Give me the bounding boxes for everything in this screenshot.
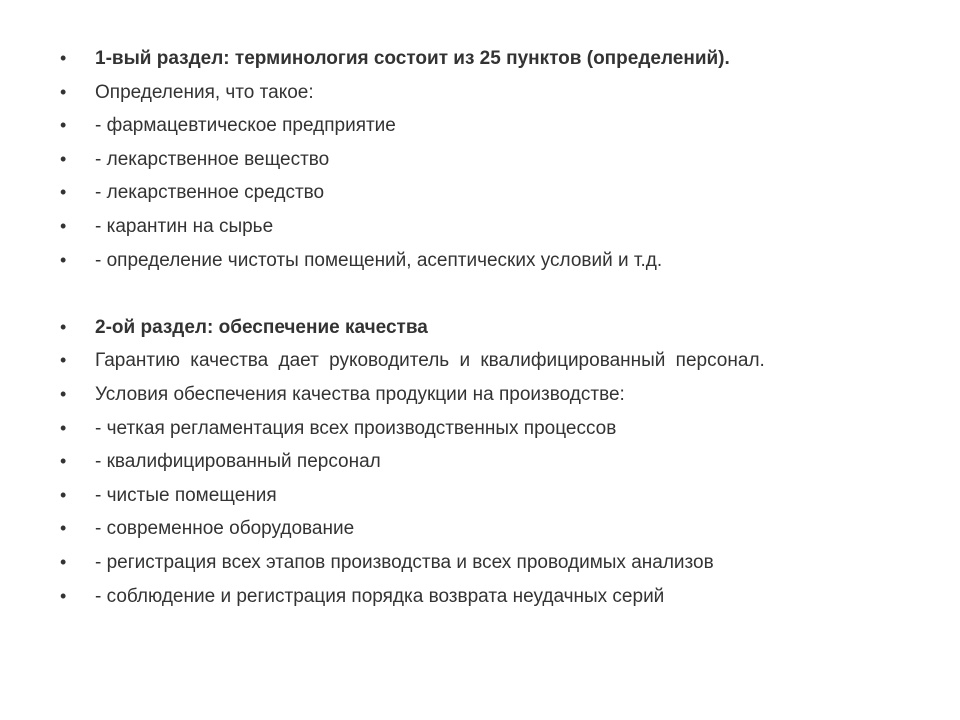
- list-item-text: - карантин на сырье: [95, 215, 274, 237]
- list-item: [60, 176, 940, 210]
- list-item-text: - лекарственное вещество: [95, 148, 330, 170]
- list-item: [60, 76, 940, 110]
- bullet-icon: •: [60, 484, 67, 505]
- bullet-icon: •: [60, 182, 67, 203]
- list-item: [60, 378, 940, 412]
- bullet-icon: •: [60, 451, 67, 472]
- list-item: [60, 445, 940, 479]
- bullet-icon: •: [60, 383, 67, 404]
- list-item-text: Гарантию качества дает руководитель и квалифицированный персонал.: [95, 350, 765, 372]
- list-item: [60, 512, 940, 546]
- list-item: [60, 580, 940, 614]
- list-item: [60, 344, 940, 378]
- list-item: [60, 412, 940, 446]
- bullet-icon: •: [60, 518, 67, 539]
- section1-heading-item: [60, 42, 940, 76]
- list-item-text: - современное оборудование: [95, 518, 355, 540]
- list-item: [60, 244, 940, 278]
- list-item-text: - лекарственное средство: [95, 182, 325, 204]
- bullet-icon: •: [60, 417, 67, 438]
- list-item-text: Определения, что такое:: [95, 81, 314, 103]
- section2-heading: 2-ой раздел: обеспечение качества: [95, 316, 428, 338]
- list-item: [60, 109, 940, 143]
- list-item: [60, 143, 940, 177]
- section1-heading: 1-вый раздел: терминология состоит из 25 пунктов (определений).: [95, 48, 730, 69]
- bullet-icon: •: [60, 350, 67, 371]
- list-item-text: - регистрация всех этапов производства и всех проводимых анализов: [95, 551, 714, 573]
- bullet-icon: •: [60, 115, 67, 136]
- bullet-list: [60, 42, 940, 613]
- list-item-text: - квалифицированный персонал: [95, 451, 381, 473]
- list-item-text: - чистые помещения: [95, 484, 277, 506]
- list-item-text: Условия обеспечения качества продукции на производстве:: [95, 383, 625, 405]
- bullet-icon: •: [60, 81, 67, 102]
- list-item: [60, 210, 940, 244]
- list-item-text: - соблюдение и регистрация порядка возврата неудачных серий: [95, 585, 665, 607]
- bullet-icon: •: [60, 551, 67, 572]
- bullet-icon: •: [60, 48, 67, 68]
- list-item-text: - определение чистоты помещений, асептических условий и т.д.: [95, 249, 663, 271]
- bullet-icon: •: [60, 316, 67, 337]
- list-item-text: - четкая регламентация всех производственных процессов: [95, 417, 617, 439]
- bullet-icon: •: [60, 249, 67, 270]
- section2-heading-item: [60, 311, 940, 345]
- bullet-icon: •: [60, 148, 67, 169]
- bullet-icon: •: [60, 585, 67, 606]
- section-spacer: [60, 277, 940, 311]
- list-item: [60, 479, 940, 513]
- list-item-text: - фармацевтическое предприятие: [95, 115, 396, 137]
- bullet-icon: •: [60, 215, 67, 236]
- list-item: [60, 546, 940, 580]
